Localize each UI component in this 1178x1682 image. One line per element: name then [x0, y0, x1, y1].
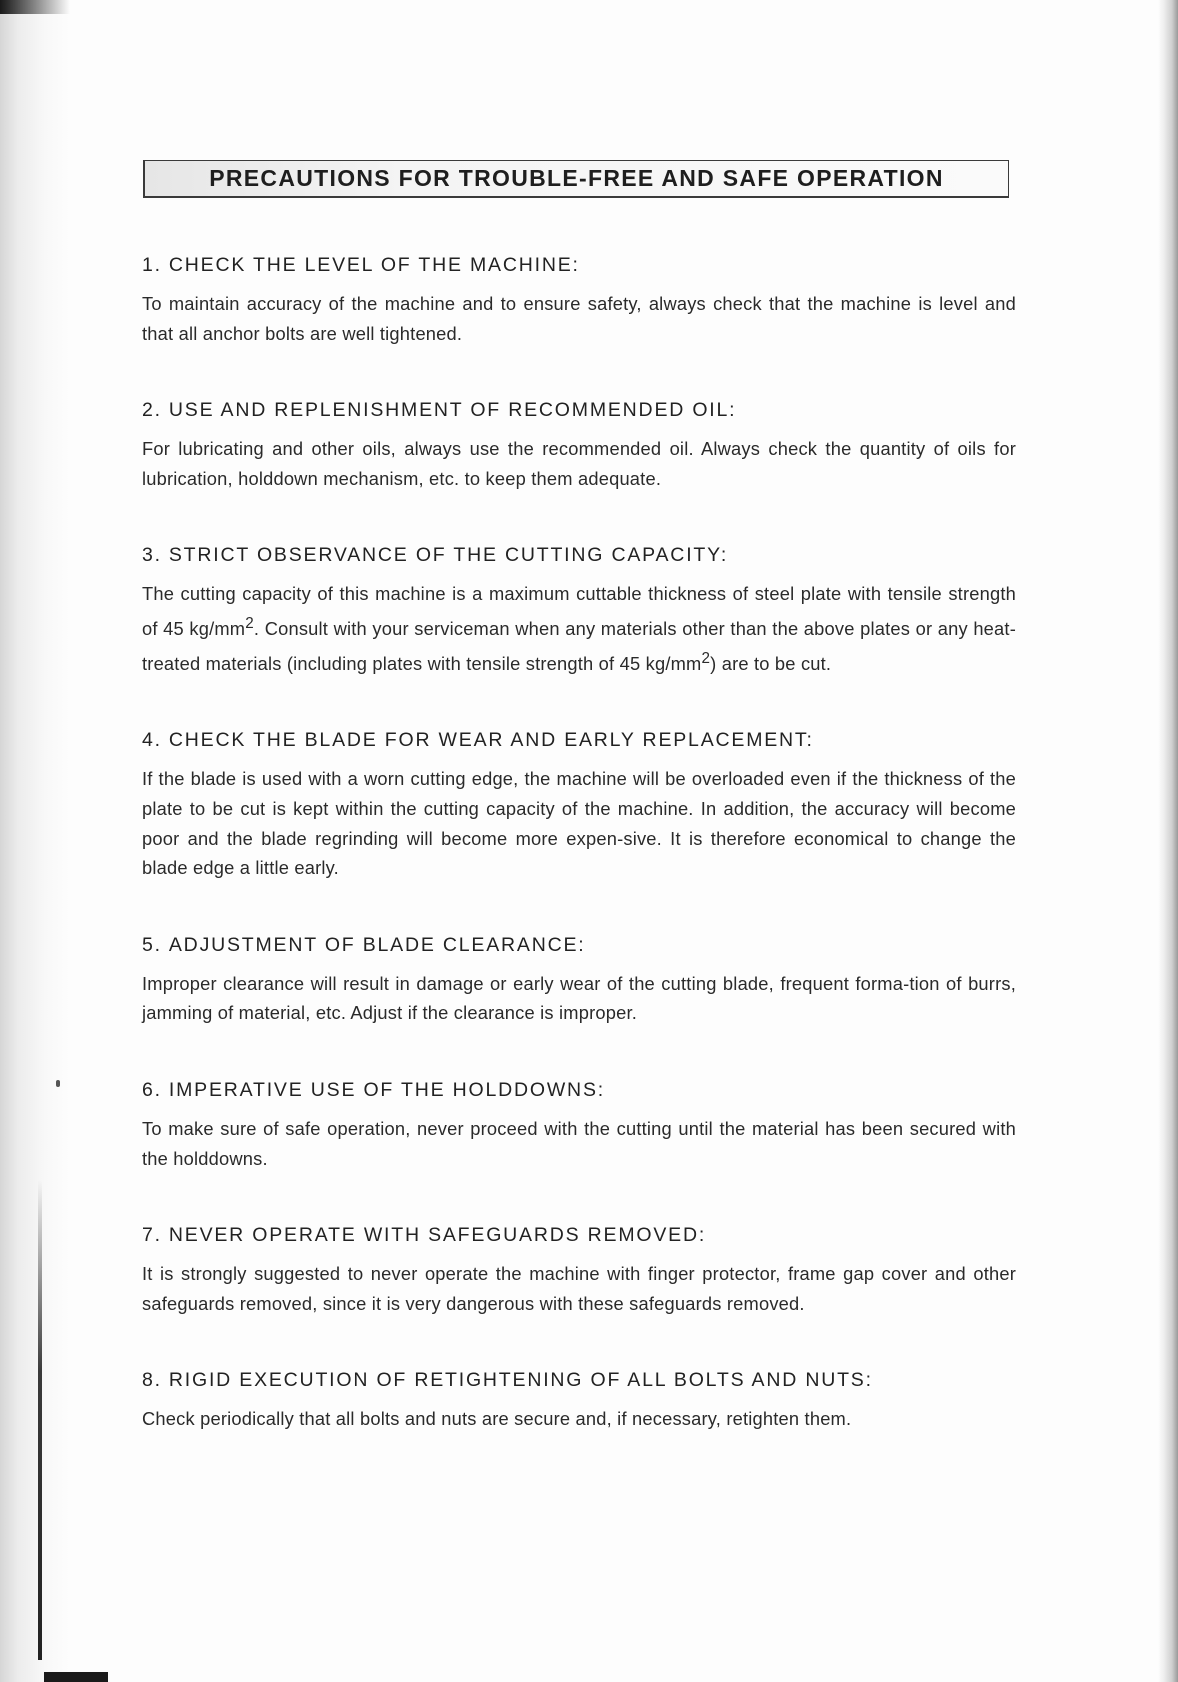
- page-title: PRECAUTIONS FOR TROUBLE-FREE AND SAFE OPERATION: [209, 165, 944, 191]
- section-number: 4.: [142, 729, 162, 752]
- section-body: It is strongly suggested to never operate the machine with finger protector, frame gap cover and other safeguards removed, since it is very dangerous with these safeguards removed.: [142, 1263, 1016, 1314]
- section-body: To maintain accuracy of the machine and to ensure safety, always check that the machine is level and that all anchor bolts are well tightened.: [142, 293, 1016, 344]
- precaution-section-2: [142, 397, 1016, 493]
- section-number: 5.: [142, 933, 162, 956]
- section-heading-text: USE AND REPLENISHMENT OF RECOMMENDED OIL:: [168, 399, 737, 422]
- section-body: To make sure of safe operation, never proceed with the cutting until the material has been secured with the holddowns.: [142, 1117, 1016, 1169]
- binding-edge-line: [38, 1180, 42, 1660]
- section-heading-text: RIGID EXECUTION OF RETIGHTENING OF ALL BOLTS AND NUTS:: [168, 1369, 873, 1392]
- section-number: 6.: [142, 1078, 162, 1101]
- body-text-part: The cutting capacity of this machine is a maximum cuttable thickness of steel plate with tensile strength of 45 kg/mm: [142, 583, 1016, 640]
- section-number: 1.: [142, 254, 162, 276]
- section-heading: [142, 932, 1016, 958]
- section-body: If the blade is used with a worn cutting edge, the machine will be overloaded even if the thickness of the plate to be cut is kept within the cutting capacity of the machine. In addition, the accuracy will become poor and the blade regrinding will become more expen-sive. It is therefore economical to change the blade edge a little early.: [142, 768, 1016, 879]
- section-heading: [142, 1367, 1016, 1393]
- page-edge-shadow-left: [0, 0, 70, 1682]
- superscript: 2: [245, 614, 254, 632]
- section-number: 2.: [142, 399, 162, 422]
- body-text-part: ) are to be cut.: [710, 652, 832, 674]
- precaution-section-4: [142, 727, 1016, 882]
- section-heading: [142, 397, 1016, 423]
- section-heading-text: NEVER OPERATE WITH SAFEGUARDS REMOVED:: [168, 1224, 707, 1247]
- section-number: 7.: [142, 1224, 162, 1247]
- title-box: [143, 160, 1009, 198]
- section-number: 3.: [142, 544, 162, 567]
- section-heading-text: IMPERATIVE USE OF THE HOLDDOWNS:: [168, 1078, 605, 1101]
- section-body: [142, 579, 1016, 678]
- section-heading: [142, 727, 1016, 753]
- precaution-section-1: [142, 252, 1016, 348]
- scan-speck: [56, 1080, 60, 1087]
- section-heading-text: CHECK THE LEVEL OF THE MACHINE:: [168, 254, 580, 276]
- precaution-section-5: [142, 932, 1016, 1028]
- section-heading-text: STRICT OBSERVANCE OF THE CUTTING CAPACITY:: [168, 544, 729, 567]
- body-text-part: . Consult with your serviceman when any materials other than the above plates or any heat-treated materials (including plates with tensile strength of 45 kg/mm: [142, 618, 1016, 674]
- section-body: Improper clearance will result in damage or early wear of the cutting blade, frequent forma-tion of burrs, jamming of material, etc. Adjust if the clearance is improper.: [142, 972, 1016, 1024]
- precautions-list: [142, 252, 1016, 1483]
- precaution-section-8: [142, 1367, 1016, 1434]
- section-heading-text: ADJUSTMENT OF BLADE CLEARANCE:: [168, 933, 586, 956]
- section-body: Check periodically that all bolts and nuts are secure and, if necessary, retighten them.: [142, 1408, 852, 1430]
- section-heading: [142, 1222, 1016, 1248]
- section-heading-text: CHECK THE BLADE FOR WEAR AND EARLY REPLACEMENT:: [168, 729, 814, 752]
- precaution-section-3: [142, 542, 1016, 678]
- precaution-section-7: [142, 1222, 1016, 1318]
- section-number: 8.: [142, 1369, 162, 1392]
- scan-corner-top-left: [0, 0, 70, 14]
- section-heading: [142, 252, 1016, 278]
- scan-corner-bottom-left: [44, 1672, 108, 1682]
- precaution-section-6: [142, 1077, 1016, 1173]
- superscript: 2: [701, 649, 711, 667]
- section-heading: [142, 1077, 1016, 1103]
- page-edge-shadow-right: [1158, 0, 1178, 1682]
- section-body: For lubricating and other oils, always use the recommended oil. Always check the quantity of oils for lubrication, holddown mechanism, etc. to keep them adequate.: [142, 438, 1016, 489]
- section-heading: [142, 542, 1016, 568]
